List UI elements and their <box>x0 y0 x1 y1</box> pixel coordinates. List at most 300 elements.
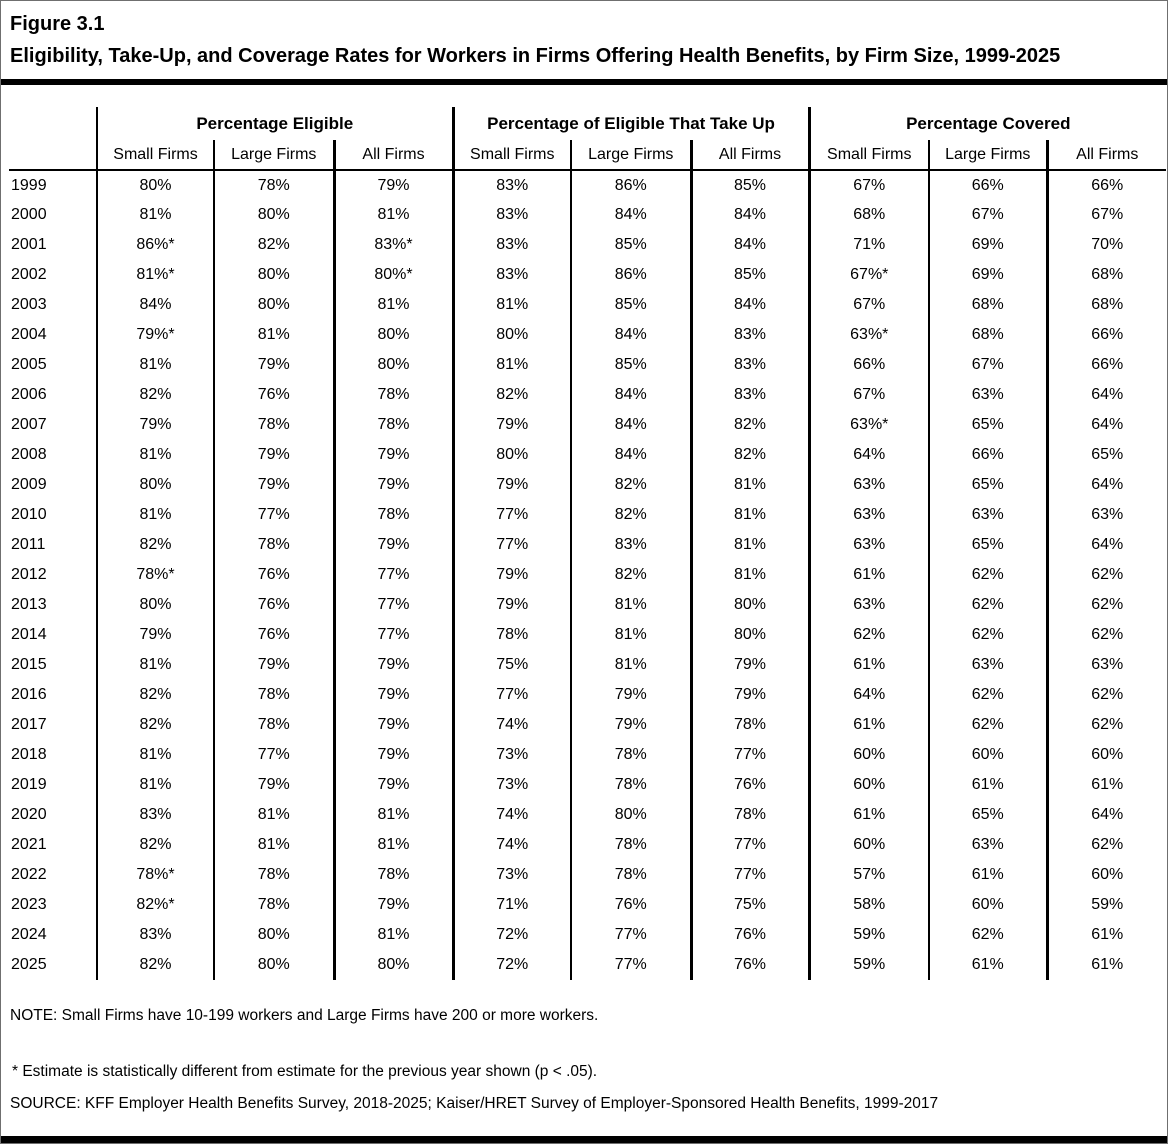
value-cell: 76% <box>214 380 334 410</box>
value-cell: 61% <box>1091 926 1124 943</box>
value-cell: 59% <box>1091 896 1124 913</box>
value-cell: 64% <box>1091 386 1124 403</box>
value-cell: 63% <box>929 830 1047 860</box>
value-cell: 79% <box>453 590 571 620</box>
value-cell: 60% <box>809 740 929 770</box>
table-row <box>9 740 1166 770</box>
value-cell: 81% <box>214 830 334 860</box>
year-cell: 2002 <box>9 260 97 290</box>
value-cell: 63% <box>809 500 929 530</box>
value-cell: 79% <box>334 770 453 800</box>
value-cell: 81% <box>214 800 334 830</box>
value-cell: 76% <box>571 890 691 920</box>
value-cell: 64% <box>809 440 929 470</box>
value-cell: 85% <box>571 230 691 260</box>
year-cell: 2000 <box>9 200 97 230</box>
asterisk-footnote: * Estimate is statistically different from estimate for the previous year shown (p < .05). <box>12 1063 598 1080</box>
table-row <box>9 560 1166 590</box>
year-cell: 2019 <box>9 770 97 800</box>
figure-label: Figure 3.1 <box>10 13 105 35</box>
table-row <box>9 680 1166 710</box>
value-cell: 80% <box>453 320 571 350</box>
value-cell: 68% <box>1091 296 1124 313</box>
value-cell: 78% <box>334 410 453 440</box>
value-cell: 81% <box>453 290 571 320</box>
value-cell: 81% <box>571 650 691 680</box>
value-cell: 77% <box>691 740 809 770</box>
value-cell: 82% <box>691 410 809 440</box>
value-cell: 84% <box>97 290 214 320</box>
table-row <box>9 440 1166 470</box>
value-cell: 83% <box>453 200 571 230</box>
value-cell: 80% <box>453 440 571 470</box>
year-column-header <box>9 107 97 170</box>
value-cell: 81% <box>691 560 809 590</box>
value-cell: 79% <box>453 560 571 590</box>
value-cell: 67% <box>809 380 929 410</box>
value-cell: 68% <box>1091 266 1124 283</box>
table-row <box>9 620 1166 650</box>
value-cell: 67% <box>1091 206 1124 223</box>
value-cell: 80% <box>97 470 214 500</box>
value-cell: 60% <box>929 890 1047 920</box>
column-header: Large Firms <box>929 140 1047 170</box>
group-header-percentage-eligible: Percentage Eligible <box>97 107 453 140</box>
value-cell: 84% <box>691 290 809 320</box>
value-cell: 81% <box>571 590 691 620</box>
value-cell: 82% <box>453 380 571 410</box>
value-cell: 60% <box>929 740 1047 770</box>
value-cell: 67% <box>929 350 1047 380</box>
table-row <box>9 320 1166 350</box>
value-cell: 74% <box>453 830 571 860</box>
value-cell: 86% <box>571 260 691 290</box>
value-cell: 80% <box>571 800 691 830</box>
value-cell: 77% <box>334 560 453 590</box>
table-row <box>9 770 1166 800</box>
value-cell: 82% <box>214 230 334 260</box>
value-cell: 62% <box>1091 566 1124 583</box>
table-row <box>9 350 1166 380</box>
value-cell: 81% <box>334 800 453 830</box>
value-cell: 59% <box>809 920 929 950</box>
value-cell: 83% <box>691 320 809 350</box>
value-cell: 63% <box>809 530 929 560</box>
value-cell: 57% <box>809 860 929 890</box>
value-cell: 61% <box>809 560 929 590</box>
column-header: Large Firms <box>571 140 691 170</box>
value-cell: 80% <box>691 590 809 620</box>
value-cell: 79% <box>334 680 453 710</box>
value-cell: 80% <box>97 170 214 200</box>
value-cell: 80% <box>334 350 453 380</box>
value-cell: 76% <box>691 950 809 980</box>
table-row <box>9 410 1166 440</box>
column-header: All Firms <box>334 140 453 170</box>
value-cell: 78% <box>214 410 334 440</box>
value-cell: 63% <box>929 500 1047 530</box>
column-header: Large Firms <box>214 140 334 170</box>
value-cell: 63%* <box>809 320 929 350</box>
value-cell: 78% <box>691 800 809 830</box>
value-cell: 85% <box>691 260 809 290</box>
value-cell: 66% <box>929 170 1047 200</box>
value-cell: 80% <box>214 290 334 320</box>
value-cell: 79% <box>334 440 453 470</box>
value-cell: 78% <box>334 380 453 410</box>
value-cell: 78% <box>334 860 453 890</box>
table-row <box>9 380 1166 410</box>
value-cell: 85% <box>571 290 691 320</box>
year-cell: 2004 <box>9 320 97 350</box>
value-cell: 66% <box>1091 326 1124 343</box>
year-cell: 2008 <box>9 440 97 470</box>
value-cell: 72% <box>453 950 571 980</box>
value-cell: 83% <box>691 350 809 380</box>
value-cell: 79% <box>453 470 571 500</box>
value-cell: 73% <box>453 770 571 800</box>
value-cell: 74% <box>453 710 571 740</box>
value-cell: 81% <box>334 920 453 950</box>
value-cell: 65% <box>929 530 1047 560</box>
value-cell: 82%* <box>97 890 214 920</box>
value-cell: 67%* <box>809 260 929 290</box>
benefits-rates-table <box>9 107 1166 980</box>
value-cell: 61% <box>929 860 1047 890</box>
column-header: Small Firms <box>97 140 214 170</box>
value-cell: 81% <box>691 470 809 500</box>
value-cell: 82% <box>571 560 691 590</box>
value-cell: 82% <box>571 470 691 500</box>
value-cell: 83% <box>453 260 571 290</box>
year-cell: 2023 <box>9 890 97 920</box>
value-cell: 79% <box>214 650 334 680</box>
value-cell: 77% <box>334 590 453 620</box>
year-cell: 2005 <box>9 350 97 380</box>
value-cell: 69% <box>929 230 1047 260</box>
group-header-row <box>9 107 1166 140</box>
value-cell: 80%* <box>334 260 453 290</box>
value-cell: 82% <box>97 950 214 980</box>
value-cell: 82% <box>97 530 214 560</box>
value-cell: 78% <box>571 830 691 860</box>
value-cell: 84% <box>571 410 691 440</box>
value-cell: 79% <box>214 440 334 470</box>
value-cell: 77% <box>691 830 809 860</box>
value-cell: 84% <box>571 380 691 410</box>
value-cell: 60% <box>1091 746 1124 763</box>
value-cell: 69% <box>929 260 1047 290</box>
table-row <box>9 290 1166 320</box>
value-cell: 63% <box>929 380 1047 410</box>
value-cell: 83% <box>453 170 571 200</box>
value-cell: 85% <box>571 350 691 380</box>
table-row <box>9 800 1166 830</box>
figure-header <box>1 1 1167 72</box>
title-divider-rule <box>1 79 1167 85</box>
table-row <box>9 920 1166 950</box>
value-cell: 77% <box>214 740 334 770</box>
year-cell: 2018 <box>9 740 97 770</box>
value-cell: 78% <box>691 710 809 740</box>
value-cell: 62% <box>929 560 1047 590</box>
value-cell: 82% <box>97 380 214 410</box>
column-header: Small Firms <box>809 140 929 170</box>
value-cell: 79% <box>334 650 453 680</box>
year-cell: 2003 <box>9 290 97 320</box>
value-cell: 62% <box>1091 686 1124 703</box>
value-cell: 81% <box>97 770 214 800</box>
table-row <box>9 230 1166 260</box>
value-cell: 77% <box>453 530 571 560</box>
year-cell: 2012 <box>9 560 97 590</box>
value-cell: 83% <box>453 230 571 260</box>
value-cell: 77% <box>453 500 571 530</box>
value-cell: 59% <box>809 950 929 980</box>
value-cell: 61% <box>929 770 1047 800</box>
value-cell: 61% <box>809 800 929 830</box>
value-cell: 67% <box>809 290 929 320</box>
value-cell: 63% <box>809 470 929 500</box>
value-cell: 63% <box>929 650 1047 680</box>
figure-title: Eligibility, Take-Up, and Coverage Rates for Workers in Firms Offering Health Benefits, by Firm Size, 1999-2025 <box>10 45 1061 67</box>
table-row <box>9 830 1166 860</box>
value-cell: 79% <box>97 620 214 650</box>
year-cell: 2015 <box>9 650 97 680</box>
table-row <box>9 650 1166 680</box>
value-cell: 66% <box>929 440 1047 470</box>
value-cell: 81% <box>571 620 691 650</box>
value-cell: 83%* <box>334 230 453 260</box>
value-cell: 66% <box>1091 356 1124 373</box>
value-cell: 63% <box>809 590 929 620</box>
year-cell: 2011 <box>9 530 97 560</box>
column-header: All Firms <box>691 140 809 170</box>
column-header: Small Firms <box>453 140 571 170</box>
value-cell: 77% <box>571 950 691 980</box>
year-cell: 2013 <box>9 590 97 620</box>
value-cell: 68% <box>929 320 1047 350</box>
value-cell: 65% <box>929 410 1047 440</box>
value-cell: 62% <box>929 620 1047 650</box>
value-cell: 79% <box>334 890 453 920</box>
value-cell: 61% <box>809 650 929 680</box>
value-cell: 77% <box>453 680 571 710</box>
value-cell: 64% <box>1091 806 1124 823</box>
value-cell: 81% <box>97 650 214 680</box>
year-cell: 2017 <box>9 710 97 740</box>
table-row <box>9 860 1166 890</box>
value-cell: 60% <box>809 770 929 800</box>
value-cell: 78% <box>214 530 334 560</box>
value-cell: 81% <box>691 500 809 530</box>
table-row <box>9 170 1166 200</box>
value-cell: 75% <box>691 890 809 920</box>
table-row <box>9 470 1166 500</box>
value-cell: 83% <box>97 800 214 830</box>
value-cell: 80% <box>97 590 214 620</box>
value-cell: 64% <box>809 680 929 710</box>
value-cell: 66% <box>809 350 929 380</box>
year-cell: 2016 <box>9 680 97 710</box>
value-cell: 80% <box>334 950 453 980</box>
value-cell: 86% <box>571 170 691 200</box>
value-cell: 76% <box>691 770 809 800</box>
value-cell: 71% <box>453 890 571 920</box>
value-cell: 62% <box>1091 716 1124 733</box>
value-cell: 73% <box>453 740 571 770</box>
group-header-percentage-take-up: Percentage of Eligible That Take Up <box>453 107 809 140</box>
value-cell: 81% <box>334 830 453 860</box>
value-cell: 79% <box>334 740 453 770</box>
value-cell: 81% <box>334 200 453 230</box>
value-cell: 80% <box>691 620 809 650</box>
value-cell: 81% <box>97 740 214 770</box>
value-cell: 79% <box>334 530 453 560</box>
value-cell: 82% <box>97 830 214 860</box>
value-cell: 64% <box>1091 416 1124 433</box>
value-cell: 64% <box>1091 476 1124 493</box>
value-cell: 62% <box>1091 596 1124 613</box>
value-cell: 78% <box>571 860 691 890</box>
value-cell: 78% <box>571 740 691 770</box>
value-cell: 84% <box>691 230 809 260</box>
table-row <box>9 530 1166 560</box>
value-cell: 73% <box>453 860 571 890</box>
year-cell: 2022 <box>9 860 97 890</box>
value-cell: 79% <box>334 470 453 500</box>
value-cell: 64% <box>1091 536 1124 553</box>
value-cell: 80% <box>214 260 334 290</box>
value-cell: 67% <box>929 200 1047 230</box>
table-row <box>9 710 1166 740</box>
value-cell: 76% <box>691 920 809 950</box>
value-cell: 66% <box>1091 176 1124 194</box>
value-cell: 65% <box>929 470 1047 500</box>
value-cell: 81% <box>691 530 809 560</box>
value-cell: 76% <box>214 560 334 590</box>
value-cell: 79% <box>334 710 453 740</box>
value-cell: 62% <box>929 710 1047 740</box>
year-cell: 2001 <box>9 230 97 260</box>
value-cell: 81%* <box>97 260 214 290</box>
value-cell: 78%* <box>97 860 214 890</box>
value-cell: 79% <box>97 410 214 440</box>
value-cell: 58% <box>809 890 929 920</box>
value-cell: 63% <box>1091 656 1124 673</box>
value-cell: 81% <box>453 350 571 380</box>
value-cell: 60% <box>809 830 929 860</box>
value-cell: 83% <box>97 920 214 950</box>
value-cell: 82% <box>97 710 214 740</box>
value-cell: 84% <box>571 320 691 350</box>
value-cell: 81% <box>214 320 334 350</box>
group-header-percentage-covered: Percentage Covered <box>906 113 1071 133</box>
value-cell: 79% <box>691 650 809 680</box>
value-cell: 60% <box>1091 866 1124 883</box>
value-cell: 84% <box>571 440 691 470</box>
table-row <box>9 260 1166 290</box>
value-cell: 62% <box>929 590 1047 620</box>
bottom-border-bar <box>1 1136 1167 1143</box>
value-cell: 79% <box>571 680 691 710</box>
value-cell: 81% <box>97 350 214 380</box>
value-cell: 61% <box>1091 776 1124 793</box>
column-header: All Firms <box>1047 140 1166 170</box>
value-cell: 68% <box>929 290 1047 320</box>
value-cell: 78% <box>214 860 334 890</box>
year-cell: 2020 <box>9 800 97 830</box>
value-cell: 61% <box>809 710 929 740</box>
value-cell: 79% <box>334 170 453 200</box>
value-cell: 80% <box>214 950 334 980</box>
value-cell: 70% <box>1091 236 1124 253</box>
value-cell: 81% <box>97 500 214 530</box>
value-cell: 82% <box>691 440 809 470</box>
value-cell: 72% <box>453 920 571 950</box>
value-cell: 74% <box>453 800 571 830</box>
value-cell: 79% <box>214 770 334 800</box>
value-cell: 78% <box>214 710 334 740</box>
note-text: NOTE: Small Firms have 10-199 workers and Large Firms have 200 or more workers. <box>10 1007 599 1024</box>
value-cell: 84% <box>571 200 691 230</box>
value-cell: 86%* <box>97 230 214 260</box>
value-cell: 61% <box>1091 956 1124 973</box>
value-cell: 81% <box>97 200 214 230</box>
value-cell: 80% <box>214 200 334 230</box>
value-cell: 78% <box>214 170 334 200</box>
value-cell: 67% <box>809 170 929 200</box>
source-text: SOURCE: KFF Employer Health Benefits Survey, 2018-2025; Kaiser/HRET Survey of Employer-Sponsored Health Benefits, 1999-2017 <box>10 1095 939 1112</box>
value-cell: 62% <box>1091 626 1124 643</box>
value-cell: 82% <box>97 680 214 710</box>
year-cell: 2009 <box>9 470 97 500</box>
value-cell: 79% <box>453 410 571 440</box>
year-cell: 2014 <box>9 620 97 650</box>
year-cell: 2021 <box>9 830 97 860</box>
value-cell: 62% <box>809 620 929 650</box>
value-cell: 65% <box>929 800 1047 830</box>
value-cell: 78% <box>453 620 571 650</box>
value-cell: 78% <box>571 770 691 800</box>
value-cell: 62% <box>929 920 1047 950</box>
value-cell: 62% <box>929 680 1047 710</box>
value-cell: 77% <box>571 920 691 950</box>
year-cell: 2010 <box>9 500 97 530</box>
year-cell: 2025 <box>9 950 97 980</box>
year-cell: 2006 <box>9 380 97 410</box>
value-cell: 77% <box>214 500 334 530</box>
value-cell: 68% <box>809 200 929 230</box>
value-cell: 83% <box>571 530 691 560</box>
value-cell: 81% <box>334 290 453 320</box>
year-cell: 2007 <box>9 410 97 440</box>
value-cell: 82% <box>571 500 691 530</box>
value-cell: 65% <box>1091 446 1124 463</box>
value-cell: 63% <box>1091 506 1124 523</box>
value-cell: 77% <box>334 620 453 650</box>
value-cell: 62% <box>1091 836 1124 853</box>
table-row <box>9 500 1166 530</box>
value-cell: 71% <box>809 230 929 260</box>
value-cell: 61% <box>929 950 1047 980</box>
table-row <box>9 950 1166 980</box>
value-cell: 80% <box>334 320 453 350</box>
year-cell: 1999 <box>9 170 97 200</box>
value-cell: 76% <box>214 590 334 620</box>
value-cell: 81% <box>97 440 214 470</box>
value-cell: 77% <box>691 860 809 890</box>
